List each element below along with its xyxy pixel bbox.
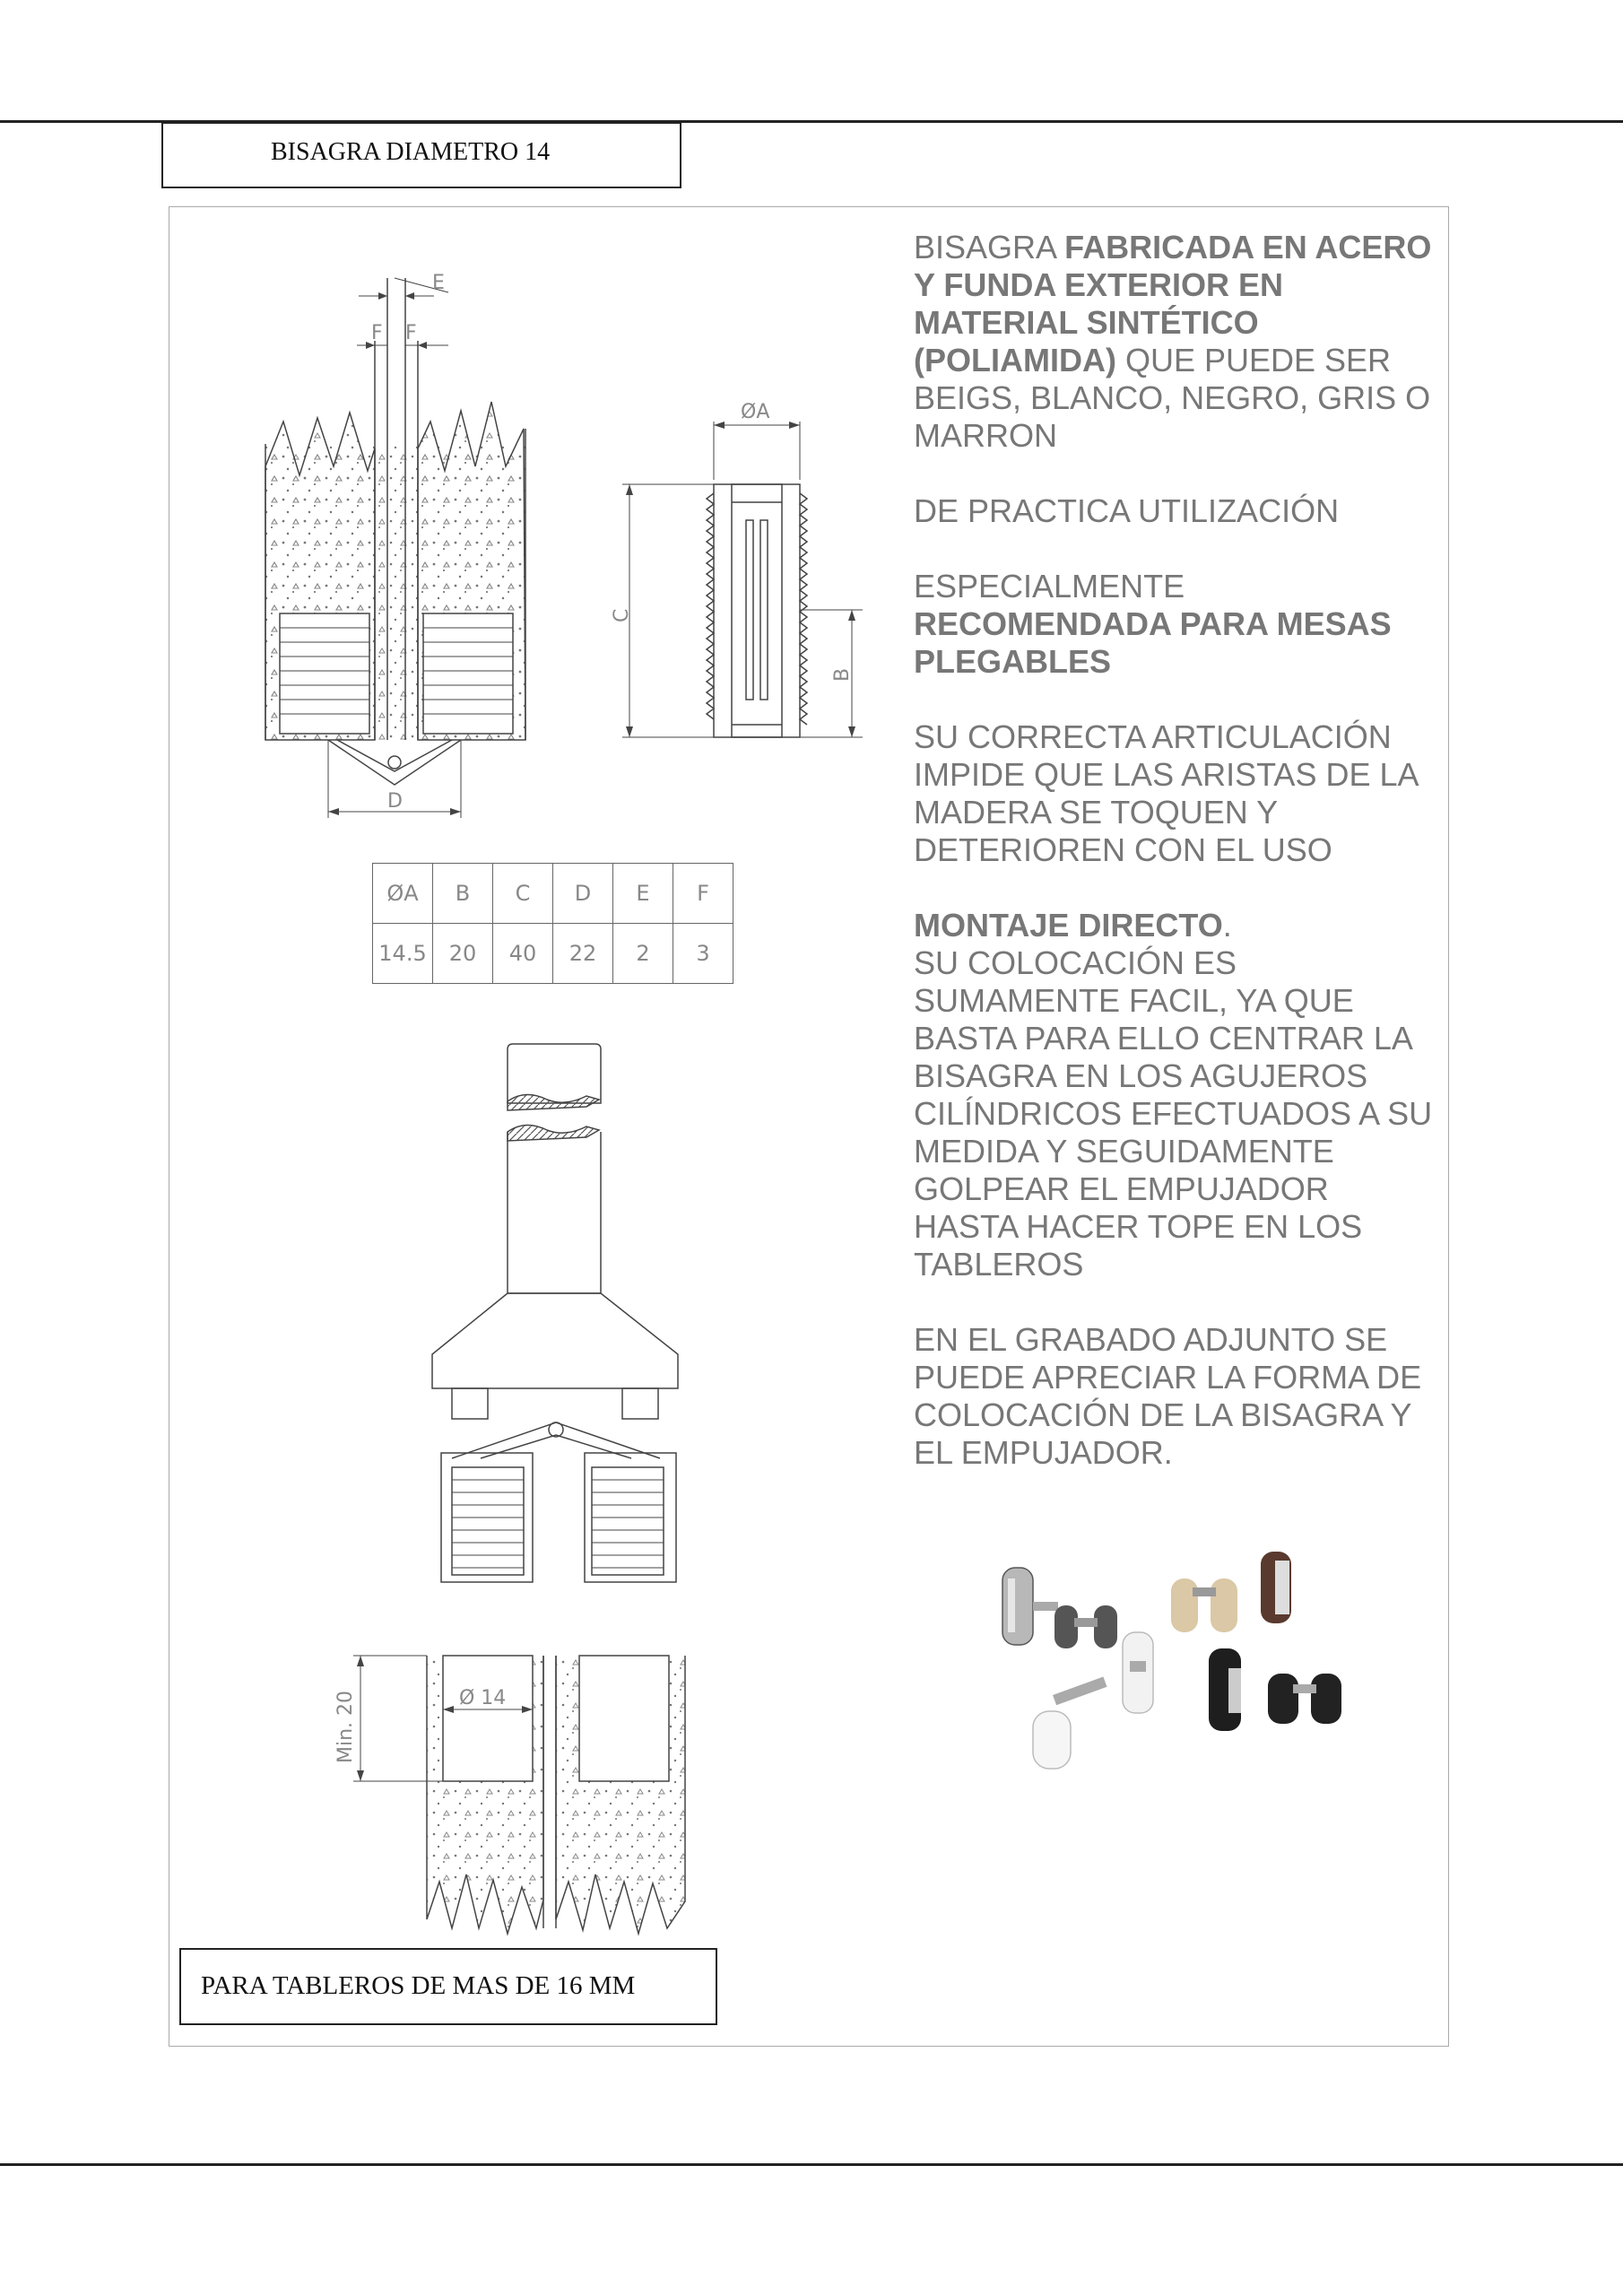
pusher-drawing [432,1044,678,1582]
header-cell-a: ØA [373,864,433,924]
description-text: . [1222,907,1232,944]
hinge-dark-grey [1055,1605,1117,1648]
value-cell-c: 40 [493,924,553,984]
drilled-boards-drawing [353,1656,685,1934]
description-text: QUE PUEDE SER BEIGS, BLANCO, NEGRO, GRIS O MARRON [914,342,1431,454]
value-cell-d: 22 [553,924,613,984]
description-usage [914,492,1434,530]
label-min-20: Min. 20 [334,1690,357,1763]
hinge-white-upright [1123,1632,1153,1713]
description-text: ESPECIALMENTE [914,568,1185,604]
description-text: EN EL GRABADO ADJUNTO SE PUEDE APRECIAR LA FORMA DE COLOCACIÓN DE LA BISAGRA Y EL EMPUJADOR. [914,1321,1422,1471]
value-cell-b: 20 [433,924,493,984]
dimension-table [372,863,733,984]
description-text: SU COLOCACIÓN ES SUMAMENTE FACIL, YA QUE BASTA PARA ELLO CENTRAR LA BISAGRA EN LOS AGUJEROS CILÍNDRICOS EFECTUADOS A SU MEDIDA Y SEGUIDAMENTE GOLPEAR EL EMPUJADOR HASTA HACER TOPE EN LOS TABLEROS [914,944,1433,1283]
description-text: SU CORRECTA ARTICULACIÓN IMPIDE QUE LAS ARISTAS DE LA MADERA SE TOQUEN Y DETERIOREN CON EL USO [914,718,1418,868]
description-emphasis: FABRICADA EN ACERO Y FUNDA EXTERIOR EN MATERIAL SINTÉTICO (POLIAMIDA) [914,229,1432,378]
label-e: E [432,272,445,294]
description-articulation [914,718,1434,869]
label-f-right: F [405,322,417,344]
value-cell-a: 14.5 [373,924,433,984]
header-cell-e: E [613,864,673,924]
page-title: BISAGRA DIAMETRO 14 [271,138,551,166]
description-text: DE PRACTICA UTILIZACIÓN [914,492,1340,529]
footer-note-box [179,1948,717,2025]
label-f-left: F [371,322,383,344]
product-description [914,229,1434,1509]
description-mounting [914,907,1434,1283]
description-emphasis: MONTAJE DIRECTO [914,907,1223,944]
dimension-header-row [373,864,733,924]
description-illustration [914,1321,1434,1472]
header-cell-d: D [553,864,613,924]
hinge-body-drawing [622,422,863,737]
installed-hinge-drawing [265,278,525,818]
description-text: BISAGRA [914,229,1065,265]
header-cell-c: C [493,864,553,924]
label-diameter-14: Ø 14 [459,1687,507,1709]
value-cell-f: 3 [673,924,733,984]
label-b: B [831,667,854,682]
header-cell-b: B [433,864,493,924]
hinge-black [1268,1674,1341,1724]
hinge-grey [1002,1568,1058,1645]
label-a: ØA [741,401,770,423]
label-c: C [611,608,633,622]
description-recommended [914,568,1434,681]
description-colors [914,229,1434,455]
hinge-brown [1261,1552,1291,1623]
footer-note: PARA TABLEROS DE MAS DE 16 MM [201,1971,636,2000]
dimension-value-row [373,924,733,984]
hinge-black-upright [1209,1648,1241,1731]
header-cell-f: F [673,864,733,924]
value-cell-e: 2 [613,924,673,984]
description-emphasis: RECOMENDADA PARA MESAS PLEGABLES [914,605,1392,680]
hinge-beige [1171,1578,1237,1632]
hinge-white [1033,1676,1107,1769]
product-photo [1002,1552,1341,1769]
label-d: D [387,790,403,813]
